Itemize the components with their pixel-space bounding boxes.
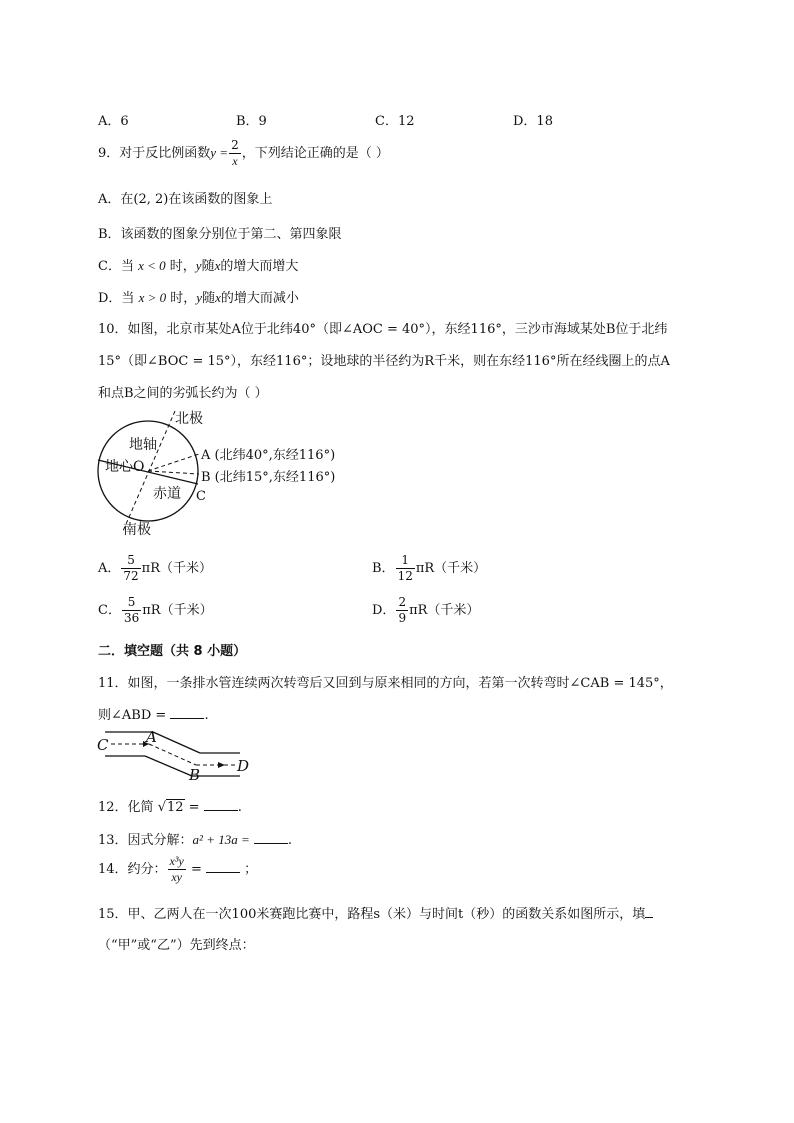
q10-opt-c-num: 5 [122,595,141,611]
q10-opt-a-letter: A． [98,561,121,576]
q9-frac-den: x [232,154,238,168]
q10-option-d [372,594,479,628]
pipe-label-d: D [237,757,250,775]
q9-opt-c-x: x [214,258,221,273]
flow-line-2 [149,744,196,765]
q10-opt-a-fraction [121,553,140,584]
q12-end: . [237,800,242,815]
arrow-head-2 [218,762,225,768]
q11-answer-blank [170,706,204,719]
pipe-label-b: B [189,766,201,783]
q10-line-2: 15°（即∠BOC = 15°），东经116°；设地球的半径约为R千米，则在东经116°所在经线圈上的点A [98,354,670,369]
q14-fraction [168,854,186,885]
q10-opt-c-letter: C． [98,603,121,618]
q14-num: x³y [169,854,184,868]
q11-line-2 [98,704,209,723]
q9-opt-d-text3: 随 [202,291,216,306]
q11-line-1: 11．如图，一条排水管连续两次转弯后又回到与原来相同的方向，若第一次转弯时∠CAB = 145°， [98,676,673,691]
equator-label: 赤道 [153,486,181,502]
q10-opt-b-num: 1 [396,553,415,569]
pipe-top-bend [153,732,200,753]
q10-line-3: 和点B之间的劣弧长约为（ ） [98,386,268,401]
q15-line-1-text: 15．甲、乙两人在一次100米赛跑比赛中，路程s（米）与时间t（秒）的函数关系如图所示，填 [98,907,646,922]
q13-text: 13．因式分解： [98,833,193,848]
q14 [98,852,257,888]
q9-opt-d-cond: x > 0 [138,290,167,305]
q10-opt-b-fraction [396,553,415,584]
q10-option-a [98,552,212,586]
q10-opt-c-tail: πR（千米） [142,603,213,618]
q13-answer-blank [254,831,288,844]
q9-opt-d-x: x [215,290,221,305]
q10-opt-b-tail: πR（千米） [415,561,487,576]
q10-option-b [372,552,486,586]
q13-end: . [287,833,293,848]
q11-line-2-end: . [204,708,209,723]
point-c-label: C [196,489,206,504]
q12 [98,796,242,815]
q9-opt-d-text: D．当 [98,291,135,306]
q9-opt-c-text4: 的增大而增大 [220,259,299,274]
pipe-diagram [95,728,265,783]
q9-opt-c-text2: 时， [169,259,196,274]
q9-option-d [98,287,299,306]
q10-opt-d-den: 9 [398,611,407,625]
q14-end: ； [244,862,258,877]
q9-stem-text: 9．对于反比例函数 [98,146,211,161]
q11-line-2-text: 则∠ABD = [98,708,167,723]
q8-option-d: D．18 [513,114,553,129]
q12-answer-blank [204,798,238,811]
q15-line-1 [98,903,653,922]
south-pole-label: 南极 [123,522,151,538]
point-a-label: A (北纬40°,东经116°) [201,448,336,463]
q9-stem [98,136,389,171]
q10-opt-d-num: 2 [398,595,407,609]
q14-text: 14．约分： [98,862,167,877]
q9-opt-d-text2: 时， [170,291,197,306]
earth-diagram [95,405,345,540]
q10-opt-b-den: 12 [397,569,413,583]
q10-opt-c-den: 36 [123,611,140,625]
q14-den: xy [171,870,182,884]
q9-func-y: y = [210,145,229,160]
q10-line-1: 10．如图，北京市某处A位于北纬40°（即∠AOC = 40°），东经116°，三沙市海域某处B位于北纬 [98,322,668,337]
section-heading: 二．填空题（共 8 小题） [98,644,247,659]
q9-stem-tail: ，下列结论正确的是（ ） [241,146,389,161]
north-pole-label: 北极 [175,411,203,427]
q9-opt-c-cond: x < 0 [138,258,166,273]
point-b-label: B (北纬15°,东经116°) [201,470,336,485]
q10-opt-d-tail: πR（千米） [409,603,480,618]
q10-opt-d-letter: D． [372,603,396,618]
q9-frac-num: 2 [231,138,239,152]
q9-opt-c-text3: 随 [201,259,215,274]
q8-option-b: B．9 [236,114,267,129]
q9-option-b: B．该函数的图象分别位于第二、第四象限 [98,227,342,242]
q10-opt-a-num: 5 [121,553,140,569]
center-label: 地心O [105,459,145,475]
q15-line-2: （“甲”或“乙”）先到终点： [98,938,255,953]
q8-option-a: A．6 [98,114,129,129]
q9-opt-d-text4: 的增大而减小 [220,291,299,306]
q10-opt-a-den: 72 [123,569,139,583]
q10-opt-d-fraction [396,595,408,626]
q12-equals: = [188,800,200,815]
q10-option-c [98,594,213,628]
pipe-label-c: C [97,736,109,754]
q8-option-c: C．12 [375,114,415,129]
axis-label: 地轴 [129,437,157,453]
q15-answer-blank [645,905,653,918]
q9-opt-d-y: y [196,290,203,305]
q14-equals: = [190,862,202,877]
q9-option-c [98,255,298,274]
q9-fraction [229,138,241,169]
pipe-bottom-bend [145,756,192,776]
q9-option-a: A．在(2, 2)在该函数的图象上 [98,192,273,207]
q13-expression: a² + 13a = [192,832,250,847]
q10-opt-a-tail: πR（千米） [141,561,213,576]
q14-answer-blank [206,860,240,873]
q13 [98,829,292,848]
q12-text: 12．化简 [98,800,154,815]
q9-opt-c-text: C．当 [98,259,134,274]
pipe-label-a: A [146,728,157,746]
q9-opt-c-y: y [195,258,202,273]
q10-opt-b-letter: B． [372,561,395,576]
q12-radicand: 12 [166,800,184,815]
q10-opt-c-fraction [122,595,141,626]
sqrt-sign: √ [157,800,166,815]
